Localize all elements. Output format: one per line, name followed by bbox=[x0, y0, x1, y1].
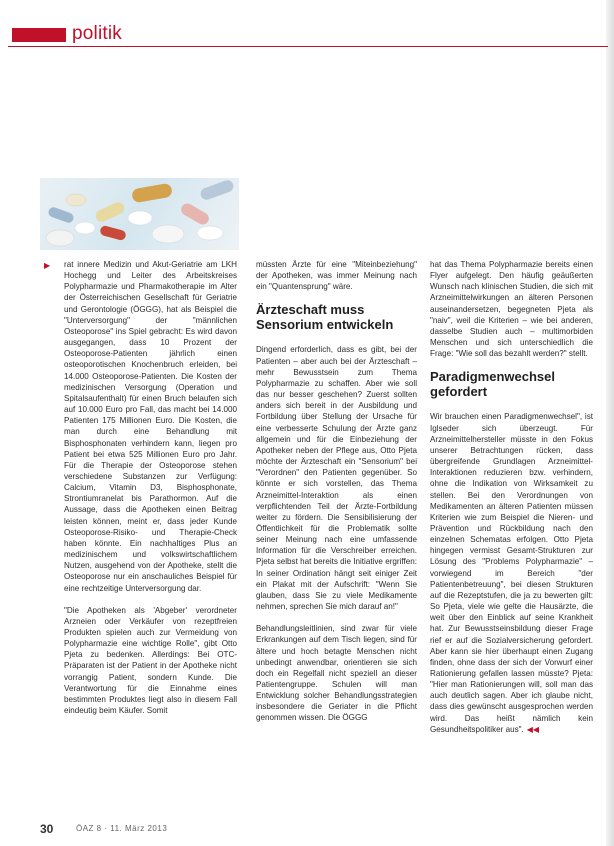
paragraph: Dingend erforderlich, dass es gibt, bei der Patienten – aber auch bei der Ärzteschaft – mehr Bewusstsein zum Thema Polypharmazie zu schaffen. Aber wie soll das nur besser geschehen? Zuerst sollten anders sich bereit in der Ausbildung und Fortbildung über Stellung der Ursache für eine verbesserte Schulung der Ärzte ganz allgemein und für die Einbeziehung der Apotheker neben der Pflege aus, Otto Pjeta möchte der Ärzteschaft ein "Sensorium" bei "Verordnen" den Patienten gegenüber. So könnte er sich vorstellen, das Thema Arzneimittel-Interaktion als einen verpflichtenden Teil der Ärzte-Fortbildung weiter zu fördern. Die Sensibilisierung der Öffentlichkeit für die Problematik sollte seiner Meinung nach eine umfassende Information für die Verschreiber erreichen. Pjeta selbst hat bereits die Initiative ergriffen: In seiner Ordination hängt seit einiger Zeit ein Plakat mit der Aufschrift: "Wenn Sie glauben, dass Sie zu viele Medikamente nehmen, sprechen Sie mich darauf an!" bbox=[256, 345, 417, 612]
paragraph: "Die Apotheken als 'Abgeber' verordneter Arzneien oder Verkäufer von rezeptfreien Produkten spielen auch zur Vermeidung von Polypharmazie eine wichtige Rolle", gibt Otto Pjeta zu bedenken. Allerdings: Bei OTC-Präparaten ist der Patient in der Apotheke nicht vorrangig Patient, sondern Kunde. Die Verantwortung für die Einnahme eines bestimmten Produktes liegt also in diesem Fall eindeutig beim Käufer. Somit bbox=[64, 605, 237, 716]
paragraph: rat innere Medizin und Akut-Geriatrie am LKH Hochegg und Leiter des Arbeitskreises Polypharmazie und Pharmakotherapie im Alter der Österreichischen Gesellschaft für Geriatrie und Gerontologie (ÖGGG), hat als Beispiel die "Unterversorgung" der "männlichen Osteoporose" ins Spiel gebracht: Es wird davon ausgegangen, dass 10 Prozent der Osteoporose-Patienten jährlich einen osteoporotischen Knochenbruch erleiden, bei 14.000 Osteoporose-Patienten. Die Kosten der medizinischen Versorgung (Operation und Spitalsaufenthalt) für einen Bruch belaufen sich auf 10.000 Euro pro Fall, das macht bei 14.000 Patienten 175 Millionen Euro. Die Kosten, die man durch eine Behandlung mit Bisphosphonaten verhindern kann, liegen pro Patient bei etwa 525 Millionen Euro pro Jahr. Für die Therapie der Osteoporose stehen verschiedene Substanzen zur Verfügung: Calcium, Vitamin D3, Bisphosphonate, Strontiumranelat bis Parathormon. Auf die Aussage, dass die Apotheken einen Beitrag leisten können, meint er, dass jeder Kunde Osteoporose-Risiko- und Therapie-Check haben könnte. Ein nachhaltiges Plus an medizinischem und volkswirtschaftlichem Nutzen, ausgehend von der Apotheke, stellt die Osteoporose nur ein anschauliches Beispiel für eine rechtzeitige Unterversorgung dar. bbox=[64, 260, 237, 593]
paragraph-text: Wir brauchen einen Paradigmenwechsel", ist Iglseder sich überzeugt. Für Arzneimittelhersteller müsste in den Fokus unserer Betrachtungen rücken, dass übergreifende Grundlagen Arzneimittel-Interaktionen reduzieren bzw. verhindern, ohne die Indikation von Wirksamkeit zu stellen. Bei den Verordnungen von Medikamenten an älteren Patienten müssen Kriterien wie zum Beispiel die Nieren- und Prävention und Rückbildung nach den einzelnen Schematas erfolgen. Otto Pjeta hingegen vermisst Gesamt-Strukturen zur Lösung des "Problems Polypharmazie" – vorwiegend im Bereich "der Patientenbetreuung", bei diesen Strukturen auf die Rezeptstufen, die ja zu bewerten gilt: So Pjeta, viele wie gelte die Hausärzte, die weit über den Einblick auf seine Krankheit hat. Zur Bewusstseinsbildung dieser Frage rief er auf die Sozialversicherung gefordert. Aber kann sie hier überhaupt einen Zugang finden, ohne dass der sich der Vorwurf einer Rationierung gefallen lassen müsste? Pjeta: "Hier man Rationierungen will, soll man das auch deutlich sagen. Aber ich glaube nicht, dass dies gewünscht ausgesprochen werden wird. Das heißt nämlich kein Gesundheitspolitiker aus". bbox=[430, 412, 593, 734]
page-edge bbox=[606, 0, 614, 846]
page-footer bbox=[40, 822, 580, 836]
paragraph: Behandlungsleitlinien, sind zwar für viele Erkrankungen auf dem Tisch liegen, sind für ältere und hoch betagte Menschen nicht unbedingt anwendbar, orientieren sie sich doch ein Regelfall nicht speziell an dieser Patientengruppe. Schulen will man Entwicklung solcher Behandlungsstrategien insbesondere die Geriater in die Pflicht genommen wissen. Die ÖGGG bbox=[256, 624, 417, 723]
article-column-2 bbox=[256, 259, 417, 724]
issue-info: ÖAZ 8 · 11. März 2013 bbox=[76, 824, 168, 833]
section-color-bar bbox=[12, 28, 66, 42]
article-column-1 bbox=[64, 259, 237, 716]
page-number: 30 bbox=[40, 822, 54, 836]
subheading: Ärzteschaft muss Sensorium entwickeln bbox=[256, 302, 394, 333]
header-rule bbox=[8, 46, 608, 47]
paragraph bbox=[430, 411, 593, 735]
paragraph: hat das Thema Polypharmazie bereits einen Flyer aufgelegt. Den häufig geäußerten Wunsch nach klinischen Studien, die sich mit Arzneimittelwirkungen an älteren Personen auseinandersetzen, begegneten Pjeta als "naiv", weil die Kriterien – wie bei anderen, dasselbe Studien auch – multimorbiden Menschen und sich unterschiedlich die Frage: "Wie soll das bezahlt werden?" stellt. bbox=[430, 260, 593, 359]
pills-illustration bbox=[40, 178, 239, 250]
section-title: politik bbox=[72, 23, 122, 44]
article-column-3 bbox=[430, 259, 593, 735]
subheading: Paradigmenwechsel gefordert bbox=[430, 369, 555, 400]
section-header bbox=[8, 24, 608, 46]
pills-photo bbox=[40, 178, 239, 250]
paragraph: müssten Ärzte für eine "Miteinbeziehung" der Apotheken, was immer Meinung nach ein "Quantensprung" wäre. bbox=[256, 260, 417, 292]
end-mark-icon: ◀◀ bbox=[526, 724, 540, 734]
triangle-bullet-icon: ▶ bbox=[44, 261, 51, 270]
